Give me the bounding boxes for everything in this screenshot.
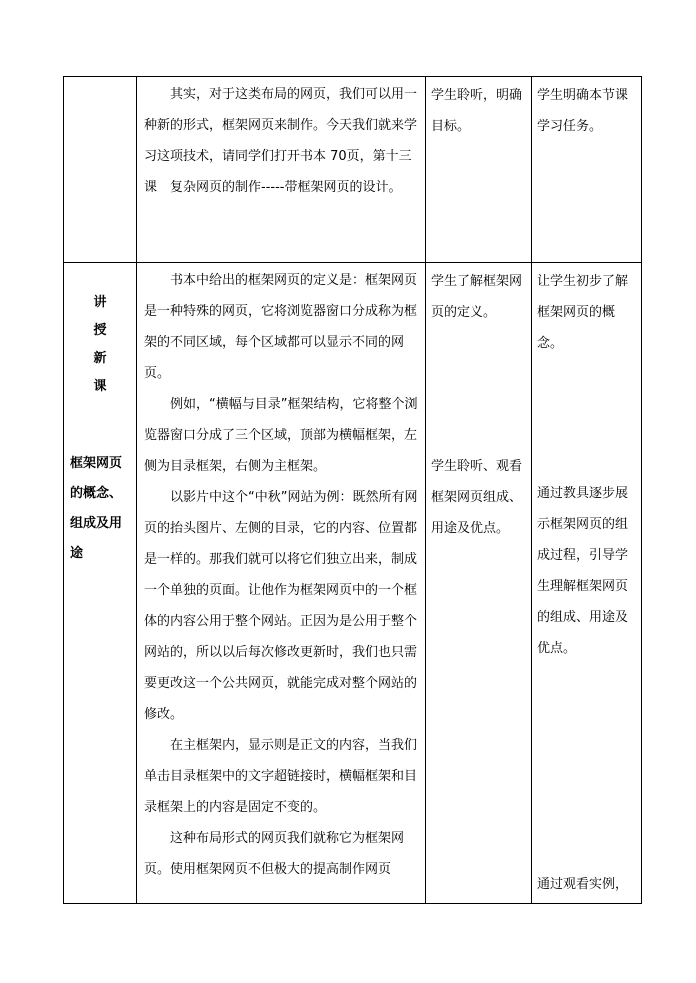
design-intent-text: 通过教具逐步展示框架网页的组成过程，引导学生理解框架网页的组成、用途及优点。	[537, 486, 629, 656]
student-activity-text: 学生聆听，明确目标。	[431, 88, 523, 134]
stage-cell	[64, 77, 137, 263]
content-paragraph: 这种布局形式的网页我们就称它为框架网页。使用框架网页不但极大的提高制作网页	[144, 831, 405, 877]
design-intent-text: 学生明确本节课学习任务。	[537, 88, 629, 134]
stage-char: 授	[93, 323, 107, 338]
content-paragraph: 以影片中这个“中秋”网站为例：既然所有网页的抬头图片、左侧的目录，它的内容、位置都是一样的。那我们就可以将它们独立出来，制成一个单独的页面。让他作为框架网页中的一个框体的内容公用于整个网站。正因为是公用于整个网站的，所以以后每次修改更新时，我们也只需要更改这一个公共网页，就能完成对整个网站的修改。	[144, 490, 418, 722]
stage-char: 讲	[93, 295, 107, 310]
content-cell	[137, 77, 426, 263]
stage-label	[64, 289, 136, 401]
topic-label: 框架网页的概念、组成及用途	[70, 456, 123, 561]
content-paragraph: 书本中给出的框架网页的定义是：框架网页是一种特殊的网页，它将浏览器窗口分成称为框架的不同区域，每个区域都可以显示不同的网页。	[144, 273, 418, 381]
design-intent-cell	[532, 77, 642, 263]
table-row	[64, 263, 642, 904]
student-activity-text: 学生聆听、观看框架网页组成、用途及优点。	[431, 459, 523, 536]
student-activity-text: 学生了解框架网页的定义。	[431, 274, 523, 320]
stage-cell	[64, 263, 137, 904]
table-row	[64, 77, 642, 263]
content-cell	[137, 263, 426, 904]
stage-char: 新	[93, 351, 107, 366]
content-paragraph: 例如，“横幅与目录”框架结构，它将整个浏览器窗口分成了三个区域，顶部为横幅框架，左侧为目录框架，右侧为主框架。	[144, 397, 418, 474]
content-paragraph: 其实，对于这类布局的网页，我们可以用一种新的形式，框架网页来制作。今天我们就来学习这项技术，请同学们打开书本 70页，第十三课 复杂网页的制作-----带框架网页的设计。	[144, 87, 418, 195]
stage-char: 课	[93, 379, 107, 394]
lesson-plan-table	[63, 76, 642, 904]
content-paragraph: 在主框架内，显示则是正文的内容，当我们单击目录框架中的文字超链接时，横幅框架和目录框架上的内容是固定不变的。	[144, 738, 418, 815]
design-intent-cell	[532, 263, 642, 904]
design-intent-text: 通过观看实例，	[537, 877, 629, 892]
student-activity-cell	[426, 77, 532, 263]
design-intent-text: 让学生初步了解框架网页的概念。	[537, 274, 629, 351]
student-activity-cell	[426, 263, 532, 904]
